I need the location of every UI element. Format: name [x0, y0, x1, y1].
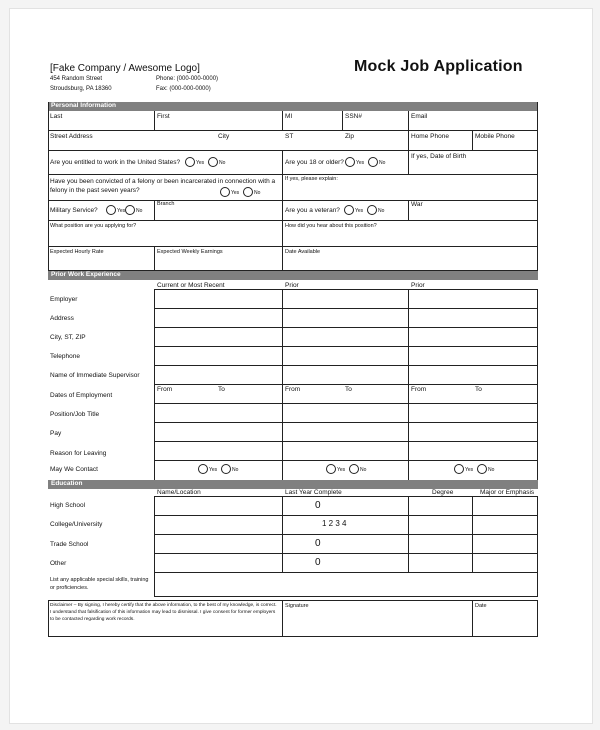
section-personal-title: Personal Information — [51, 102, 117, 109]
contact-2-no-radio[interactable] — [349, 464, 359, 474]
from-label-2: From — [285, 386, 301, 393]
edu-row-college: College/University — [50, 521, 103, 528]
disclaimer-text: Disclaimer – By signing, I hereby certify that the above information, to the best of my knowledge, is correct. I understand that falsification of this information may lead to dismissal. I give consent for former employers to be contacted regarding work records. — [50, 603, 277, 622]
contact-3-yes-radio[interactable] — [454, 464, 464, 474]
last-name-field[interactable]: Last — [50, 113, 63, 120]
felony-explain-field[interactable]: If yes, please explain: — [285, 176, 338, 182]
radio-label: No — [232, 467, 239, 473]
edu-col-degree: Degree — [432, 489, 454, 496]
company-fax: Fax: (000-000-0000) — [156, 86, 211, 92]
signature-field[interactable]: Signature — [285, 603, 309, 609]
felony-question: Have you been convicted of a felony or been incarcerated in connection with a felony in the past seven years? — [50, 178, 276, 194]
contact-3-no-radio[interactable] — [477, 464, 487, 474]
other-year[interactable]: 0 — [315, 557, 321, 568]
row-employer: Employer — [50, 296, 78, 303]
radio-label: Yes — [209, 467, 218, 473]
edu-row-other: Other — [50, 560, 67, 567]
radio-label: Yes — [465, 467, 474, 473]
row-dates: Dates of Employment — [50, 392, 113, 399]
veteran-question: Are you a veteran? — [285, 207, 340, 214]
middle-initial-field[interactable]: MI — [285, 113, 293, 120]
section-education-title: Education — [51, 480, 83, 487]
age-no-radio[interactable] — [368, 157, 378, 167]
row-address: Address — [50, 315, 74, 322]
military-yes-radio[interactable] — [106, 205, 116, 215]
age-yes-radio[interactable] — [345, 157, 355, 167]
weekly-earnings-field[interactable]: Expected Weekly Earnings — [157, 249, 223, 255]
work-col-prior-2: Prior — [411, 282, 425, 289]
radio-label: Yes — [355, 208, 364, 214]
work-col-current: Current or Most Recent — [157, 282, 225, 289]
to-label-1: To — [218, 386, 225, 393]
row-position: Position/Job Title — [50, 411, 100, 418]
to-label-2: To — [345, 386, 352, 393]
how-hear-field[interactable]: How did you hear about this position? — [285, 223, 377, 229]
edu-col-major: Major or Emphasis — [480, 489, 535, 496]
radio-label: Yes — [356, 160, 365, 166]
row-reason: Reason for Leaving — [50, 450, 107, 457]
email-field[interactable]: Email — [411, 113, 428, 120]
state-field[interactable]: ST — [285, 133, 294, 140]
branch-field[interactable]: Branch — [157, 201, 175, 207]
section-work-title: Prior Work Experience — [51, 271, 121, 278]
from-label-3: From — [411, 386, 427, 393]
radio-label: No — [254, 190, 261, 196]
radio-label: Yes — [117, 208, 126, 214]
radio-label: Yes — [231, 190, 240, 196]
company-street: 454 Random Street — [50, 76, 103, 82]
company-name: [Fake Company / Awesome Logo] — [50, 63, 200, 74]
felony-no-radio[interactable] — [243, 187, 253, 197]
radio-label: Yes — [337, 467, 346, 473]
college-years[interactable]: 1 2 3 4 — [322, 519, 347, 528]
edu-col-name: Name/Location — [157, 489, 201, 496]
contact-1-yes-radio[interactable] — [198, 464, 208, 474]
company-phone: Phone: (000-000-0000) — [156, 76, 219, 82]
row-pay: Pay — [50, 430, 62, 437]
mobile-phone-field[interactable]: Mobile Phone — [475, 133, 515, 140]
edu-col-year: Last Year Complete — [285, 489, 342, 496]
first-name-field[interactable]: First — [157, 113, 170, 120]
to-label-3: To — [475, 386, 482, 393]
contact-1-no-radio[interactable] — [221, 464, 231, 474]
radio-label: No — [219, 160, 226, 166]
birth-date-field[interactable]: If yes, Date of Birth — [411, 153, 467, 160]
section-education-header — [48, 480, 538, 489]
radio-label: No — [136, 208, 143, 214]
from-label-1: From — [157, 386, 173, 393]
age-question: Are you 18 or older? — [285, 159, 344, 166]
radio-label: No — [379, 160, 386, 166]
hourly-rate-field[interactable]: Expected Hourly Rate — [50, 249, 104, 255]
entitled-no-radio[interactable] — [208, 157, 218, 167]
radio-label: Yes — [196, 160, 205, 166]
trade-school-year[interactable]: 0 — [315, 538, 321, 549]
veteran-yes-radio[interactable] — [344, 205, 354, 215]
row-contact: May We Contact — [50, 466, 98, 473]
radio-label: No — [360, 467, 367, 473]
city-field[interactable]: City — [218, 133, 230, 140]
date-field[interactable]: Date — [475, 603, 487, 609]
section-personal-header — [48, 102, 538, 111]
work-col-prior-1: Prior — [285, 282, 299, 289]
edu-row-high-school: High School — [50, 502, 86, 509]
edu-row-trade: Trade School — [50, 541, 89, 548]
radio-label: No — [488, 467, 495, 473]
radio-label: No — [378, 208, 385, 214]
contact-2-yes-radio[interactable] — [326, 464, 336, 474]
zip-field[interactable]: Zip — [345, 133, 355, 140]
entitled-question: Are you entitled to work in the United States? — [50, 159, 181, 166]
section-work-header — [48, 271, 538, 280]
street-address-field[interactable]: Street Address — [50, 133, 93, 140]
date-available-field[interactable]: Date Available — [285, 249, 321, 255]
military-no-radio[interactable] — [125, 205, 135, 215]
page-title: Mock Job Application — [354, 58, 523, 75]
felony-yes-radio[interactable] — [220, 187, 230, 197]
skills-label: List any applicable special skills, training or proficiencies. — [50, 577, 149, 591]
row-telephone: Telephone — [50, 353, 80, 360]
home-phone-field[interactable]: Home Phone — [411, 133, 449, 140]
war-field[interactable]: War — [411, 201, 423, 208]
row-city-st-zip: City, ST, ZIP — [50, 334, 86, 341]
ssn-field[interactable]: SSN# — [345, 113, 362, 120]
position-field[interactable]: What position are you applying for? — [50, 223, 137, 229]
veteran-no-radio[interactable] — [367, 205, 377, 215]
high-school-year[interactable]: 0 — [315, 500, 321, 511]
military-question: Military Service? — [50, 207, 98, 214]
company-city: Stroudsburg, PA 18360 — [50, 86, 112, 92]
row-supervisor: Name of Immediate Supervisor — [50, 372, 140, 379]
entitled-yes-radio[interactable] — [185, 157, 195, 167]
